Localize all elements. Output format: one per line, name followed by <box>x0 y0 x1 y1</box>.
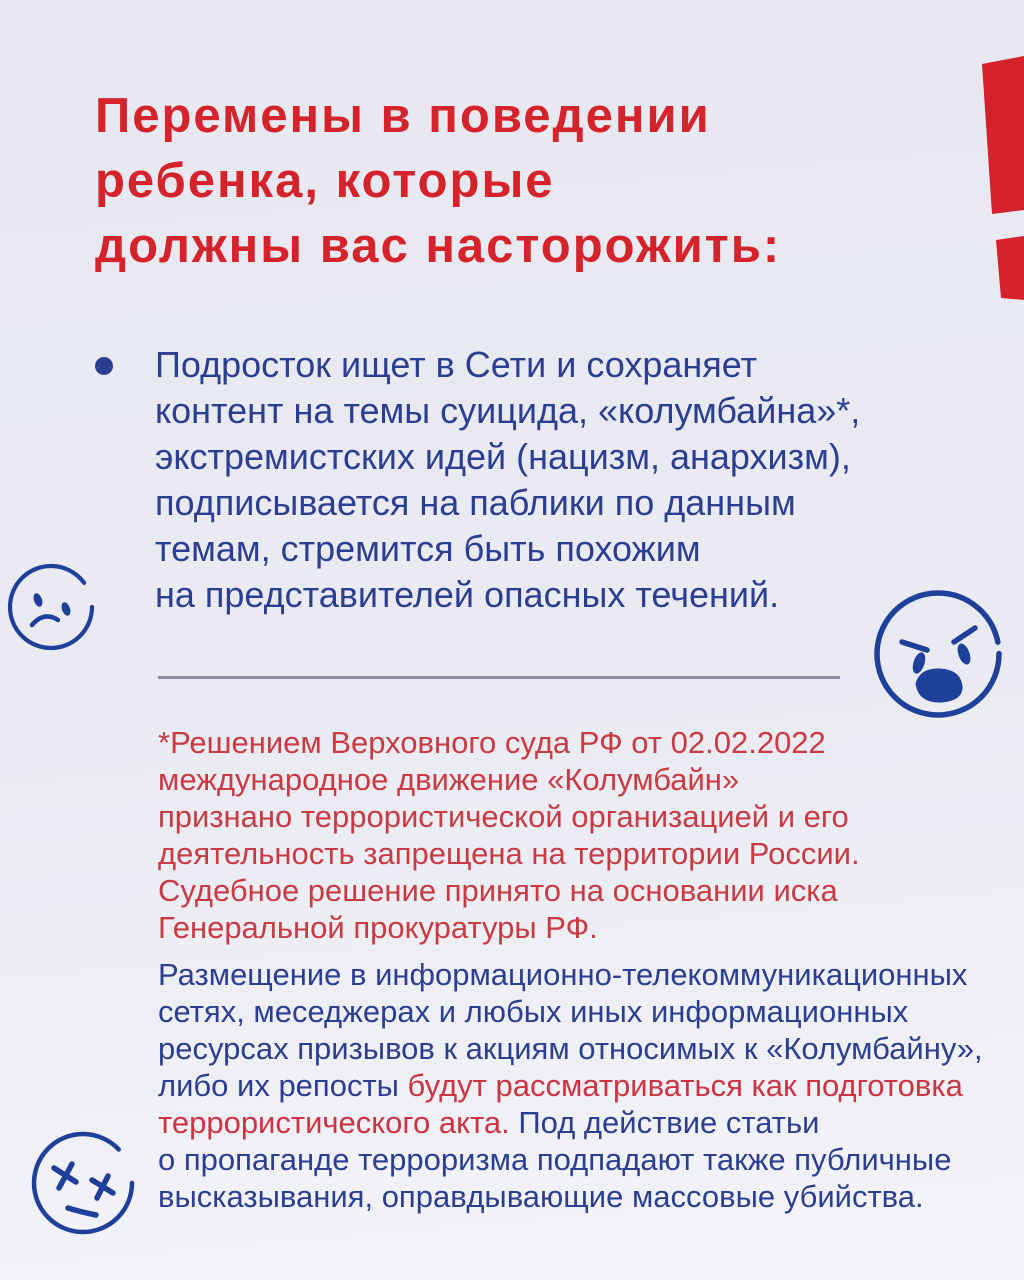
legal-text-red-emphasis: террористического акта. <box>158 1105 519 1140</box>
page-title-line: Перемены в поведении <box>95 89 711 143</box>
exclamation-mark-icon <box>978 56 1024 302</box>
footnote-line: признано террористической организацией и его <box>158 799 849 834</box>
page-title-line: должны вас насторожить: <box>95 219 782 273</box>
page-title-line: ребенка, которые <box>95 154 555 208</box>
footnote-line: Генеральной прокуратуры РФ. <box>158 910 598 945</box>
footnote-text <box>158 724 860 946</box>
legal-text-blue: Под действие статьи <box>518 1105 820 1140</box>
dead-face-icon <box>28 1128 138 1238</box>
warning-bullet-item <box>95 342 860 618</box>
divider-line <box>158 676 840 679</box>
legal-line: сетях, меседжерах и любых иных информационных <box>158 994 909 1029</box>
legal-text-red-emphasis: будут рассматриваться как подготовка <box>407 1068 963 1103</box>
legal-line <box>158 1067 983 1104</box>
footnote-line: деятельность запрещена на территории России. <box>158 836 860 871</box>
warning-bullet-text <box>155 342 860 618</box>
legal-text <box>158 956 983 1215</box>
bullet-line: на представителей опасных течений. <box>155 574 780 615</box>
legal-line: о пропаганде терроризма подпадают также публичные <box>158 1142 952 1177</box>
bullet-dot <box>95 357 113 375</box>
bullet-line: темам, стремится быть похожим <box>155 528 701 569</box>
legal-line: Размещение в информационно-телекоммуникационных <box>158 957 968 992</box>
bullet-line: Подросток ищет в Сети и сохраняет <box>155 344 758 385</box>
legal-line: ресурсах призывов к акциям относимых к «Колумбайну», <box>158 1031 983 1066</box>
page-title <box>95 84 781 279</box>
sad-face-icon <box>4 556 96 654</box>
legal-line: высказывания, оправдывающие массовые убийства. <box>158 1179 924 1214</box>
angry-face-icon <box>872 584 1006 726</box>
bullet-line: контент на темы суицида, «колумбайна»*, <box>155 390 861 431</box>
footnote-line: международное движение «Колумбайн» <box>158 762 740 797</box>
footnote-line: *Решением Верховного суда РФ от 02.02.2022 <box>158 725 826 760</box>
bullet-line: экстремистских идей (нацизм, анархизм), <box>155 436 851 477</box>
bullet-line: подписывается на паблики по данным <box>155 482 796 523</box>
legal-line <box>158 1104 983 1141</box>
footnote-line: Судебное решение принято на основании иска <box>158 873 838 908</box>
legal-text-blue: либо их репосты <box>158 1068 408 1103</box>
